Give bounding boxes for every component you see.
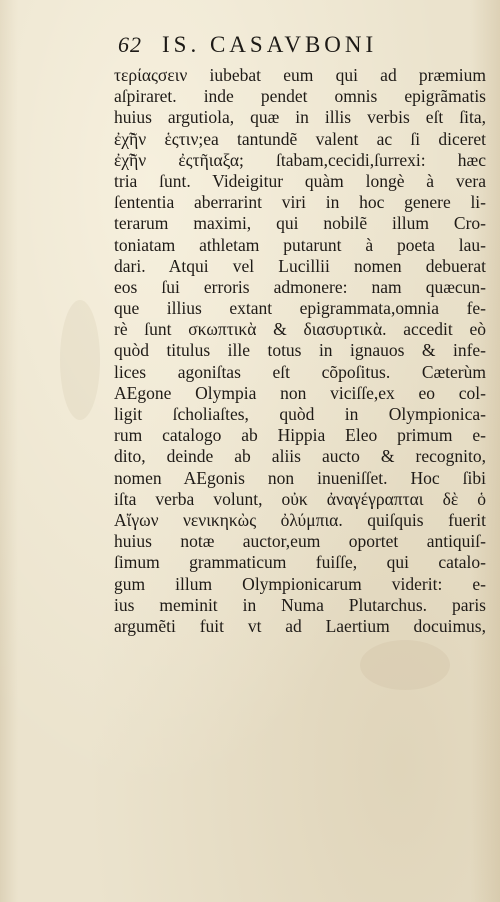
text-line: τερίαςσειν iubebat eum qui ad præmium xyxy=(114,65,486,85)
running-head: IS. CASAVBONI xyxy=(162,32,378,57)
text-line: toniatam athletam putarunt à poeta lau- xyxy=(114,234,486,255)
text-line: ſimum grammaticum fuiſſe, qui catalo- xyxy=(114,552,486,573)
text-line: tria ſunt. Videigitur quàm longè à vera xyxy=(114,170,486,191)
text-line: dari. Atqui vel Lucillii nomen debuerat xyxy=(114,255,486,276)
body-text xyxy=(114,65,486,637)
page-number: 62 xyxy=(118,32,142,57)
text-line: Αἴγων νενικηκὼς ὀλύμπια. quiſquis fuerit xyxy=(114,509,486,530)
text-line: dito, deinde ab aliis aucto & recognito, xyxy=(114,446,486,467)
text-line: iſta verba volunt, οὐκ ἀναγέγραπται δὲ ὁ xyxy=(114,488,486,509)
text-line: argumẽti fuit vt ad Laertium docuimus, xyxy=(114,615,486,636)
text-line: nomen AEgonis non inueniſſet. Hoc ſibi xyxy=(114,467,486,488)
text-line: lices agoniſtas eſt cõpoſitus. Cæterùm xyxy=(114,361,486,382)
text-line: rè ſunt σκωπτικὰ & διασυρτικὰ. accedit eò xyxy=(114,319,486,340)
paper-stain xyxy=(60,300,100,420)
paper-stain xyxy=(360,640,450,690)
text-line: rum catalogo ab Hippia Eleo primum e- xyxy=(114,425,486,446)
text-line: AEgone Olympia non viciſſe,ex eo col- xyxy=(114,382,486,403)
text-line: gum illum Olympionicarum viderit: e- xyxy=(114,573,486,594)
text-line: aſpiraret. inde pendet omnis epigrãmatis xyxy=(114,86,486,107)
text-line: ſententia aberrarint viri in hoc genere li- xyxy=(114,192,486,213)
text-line: quòd titulus ille totus in ignauos & infe- xyxy=(114,340,486,361)
text-line: huius notæ auctor,eum oportet antiquiſ- xyxy=(114,531,486,552)
text-line: ἐχ̃ῆν ἑςτιν;ea tantundẽ valent ac ſi diceret xyxy=(114,128,486,149)
text-line: ius meminit in Numa Plutarchus. paris xyxy=(114,594,486,615)
text-line: huius argutiola, quæ in illis verbis eſt ſita, xyxy=(114,107,486,128)
text-line: eos ſui erroris admonere: nam quæcun- xyxy=(114,276,486,297)
text-line: ligit ſcholiaſtes, quòd in Olympionica- xyxy=(114,404,486,424)
text-line: ἐχ̃ῆν ἐςτῆιαξα; ſtabam,cecidi,ſurrexi: hæc xyxy=(114,149,486,170)
text-line: que illius extant epigrammata,omnia fe- xyxy=(114,298,486,319)
page-header xyxy=(118,30,458,60)
text-line: terarum maximi, qui nobilẽ illum Cro- xyxy=(114,213,486,234)
